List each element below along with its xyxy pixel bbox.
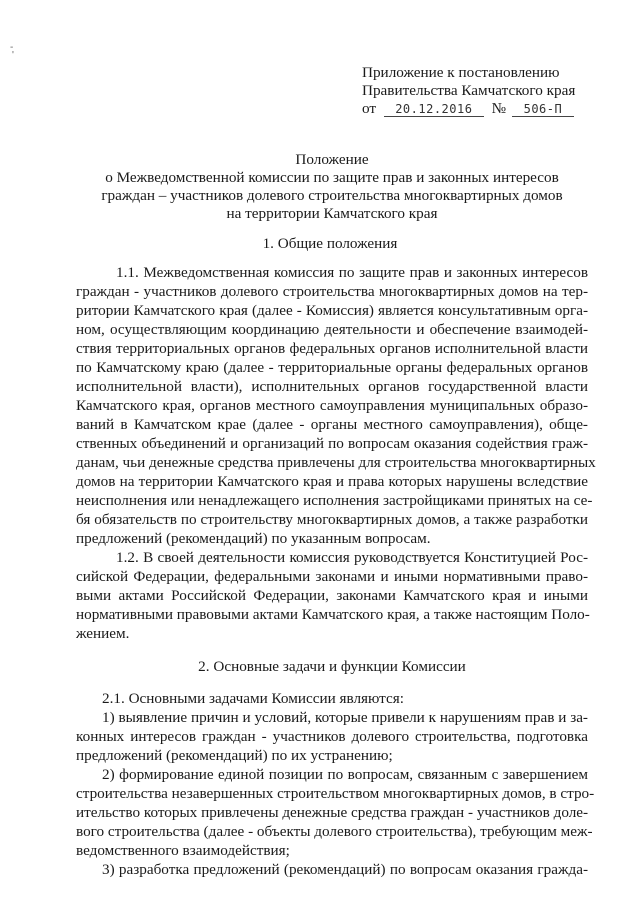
margin-mark: - — [10, 42, 14, 53]
text-line: конных интересов граждан - участников долевого строительства, подготовка — [76, 728, 588, 745]
text-line: предложений (рекомендаций) по их устранению; — [76, 747, 393, 764]
text-line: 1) выявление причин и условий, которые привели к нарушениям прав и за- — [102, 709, 588, 726]
text-line: 1.2. В своей деятельности комиссия руководствуется Конституцией Рос- — [116, 549, 588, 566]
section-heading: 2. Основные задачи и функции Комиссии — [198, 658, 466, 675]
appendix-line: Правительства Камчатского края — [362, 82, 576, 99]
text-line: данам, чьи денежные средства привлечены для строительства многоквартирных — [76, 454, 596, 471]
text-line: ритории Камчатского края (далее - Комиссия) является консультативным орга- — [76, 302, 588, 319]
text-line: ваний в Камчатском крае (далее - органы местного самоуправления), обще- — [76, 416, 588, 433]
text-line: ительство которых привлечены денежные средства граждан - участников доле- — [76, 804, 589, 821]
appendix-date: 20.12.2016 — [384, 102, 484, 117]
text-line: ном, осуществляющим координацию деятельности и обеспечение взаимодей- — [76, 321, 588, 338]
text-line: строительства незавершенных строительством многоквартирных домов, в стро- — [76, 785, 595, 802]
appendix-number-sign: № — [491, 100, 507, 117]
appendix-line: Приложение к постановлению — [362, 64, 560, 81]
appendix-date-line — [362, 100, 574, 118]
text-line: ственных объединений и организаций по вопросам оказания содействия граж- — [76, 435, 588, 452]
text-line: выми актами Российской Федерации, законами Камчатского края и иными — [76, 587, 588, 604]
text-line: сийской Федерации, федеральными законами и иными нормативными право- — [76, 568, 588, 585]
title-line: на территории Камчатского края — [226, 205, 438, 222]
text-line: по Камчатскому краю (далее - территориальные органы федеральных органов — [76, 359, 588, 376]
text-line: исполнительной власти), исполнительных органов государственной власти — [76, 378, 588, 395]
text-line: ствия территориальных органов федеральных органов исполнительной власти — [76, 340, 588, 357]
text-line: граждан - участников долевого строительства многоквартирных домов на тер- — [76, 283, 588, 300]
text-line: домов на территории Камчатского края и права которых нарушены вследствие — [76, 473, 588, 490]
text-line: нормативными правовыми актами Камчатского края, а также настоящим Поло- — [76, 606, 590, 623]
section-intro: 2.1. Основными задачами Комиссии являются: — [102, 690, 404, 707]
title-line: Положение — [295, 151, 369, 168]
margin-mark: ' — [12, 50, 14, 61]
text-line: Камчатского края, органов местного самоуправления муниципальных образо- — [76, 397, 588, 414]
text-line: 3) разработка предложений (рекомендаций) по вопросам оказания гражда- — [102, 861, 588, 878]
text-line: неисполнения или ненадлежащего исполнения застройщиками принятых на се- — [76, 492, 593, 509]
title-line: о Межведомственной комиссии по защите прав и законных интересов — [105, 169, 559, 186]
text-line: ведомственного взаимодействия; — [76, 842, 290, 859]
text-line: предложений (рекомендаций) по указанным вопросам. — [76, 530, 431, 547]
text-line: бя обязательств по строительству многоквартирных домов, а также разработки — [76, 511, 588, 528]
text-line: 2) формирование единой позиции по вопросам, связанным с завершением — [102, 766, 588, 783]
section-heading: 1. Общие положения — [262, 235, 398, 252]
title-line: граждан – участников долевого строительства многоквартирных домов — [101, 187, 563, 204]
text-line: вого строительства (далее - объекты долевого строительства), требующим меж- — [76, 823, 593, 840]
text-line: 1.1. Межведомственная комиссия по защите прав и законных интересов — [116, 264, 588, 281]
appendix-prefix: от — [362, 100, 377, 117]
appendix-number: 506-П — [512, 102, 574, 117]
text-line: жением. — [76, 625, 130, 642]
